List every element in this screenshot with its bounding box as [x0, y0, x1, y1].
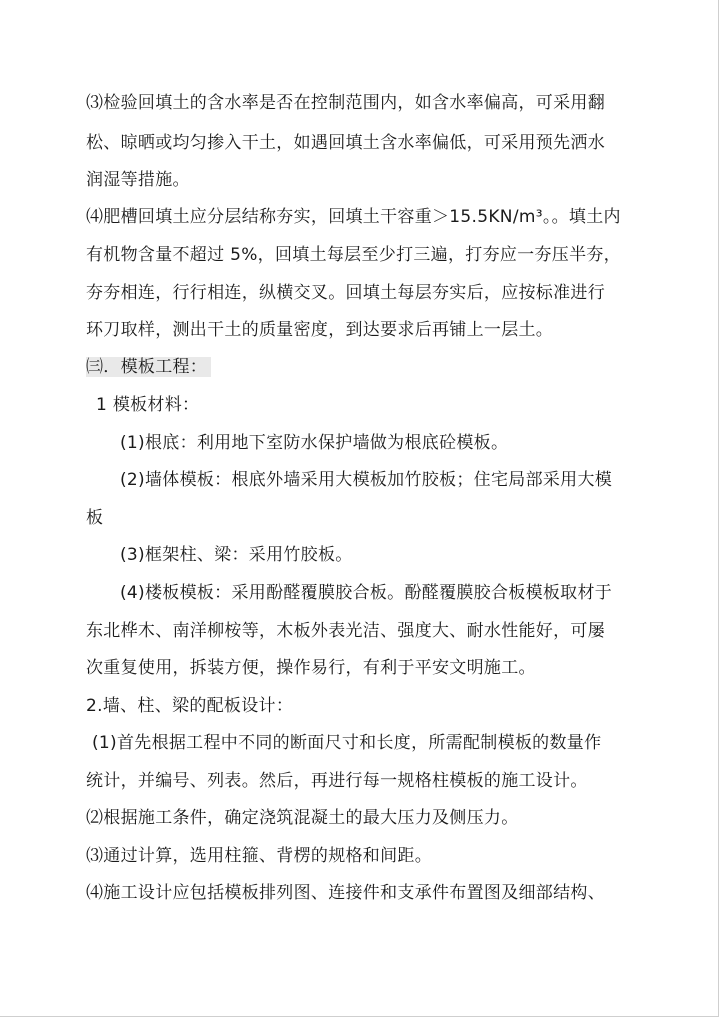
paragraph-line: 统计，并编号、列表。然后，再进行每一规格柱模板的施工设计。 — [86, 771, 588, 791]
paragraph-line: ⑵根据施工条件，确定浇筑混凝土的最大压力及侧压力。 — [86, 808, 519, 828]
paragraph-line: 夯夯相连，行行相连，纵横交叉。回填土每层夯实后，应按标准进行 — [86, 283, 605, 303]
section-heading — [86, 355, 211, 379]
paragraph-line: ⑶检验回填土的含水率是否在控制范围内，如含水率偏高，可采用翻 — [86, 93, 605, 113]
paragraph-line: 有机物含量不超过 5%，回填土每层至少打三遍，打夯应一夯压半夯， — [86, 245, 621, 265]
paragraph-line: ⑶通过计算，选用柱箍、背楞的规格和间距。 — [86, 846, 432, 866]
line-text: ⑷肥槽回填土应分层结称夯实，回填土干容重＞15.5KN/m — [86, 207, 536, 227]
paragraph-line: 润湿等措施。 — [86, 170, 190, 190]
paragraph-line: (2)墙体模板：根底外墙采用大模板加竹胶板；住宅局部采用大模 — [120, 470, 613, 490]
paragraph-line — [86, 205, 621, 229]
paragraph-line: (1)根底：利用地下室防水保护墙做为根底砼模板。 — [120, 433, 509, 453]
paragraph-line: 板 — [86, 508, 104, 528]
section-heading-text: ㈢．模板工程： — [86, 357, 211, 377]
paragraph-line: (1)首先根据工程中不同的断面尺寸和长度，所需配制模板的数量作 — [92, 733, 602, 753]
paragraph-line: 松、晾晒或均匀掺入干土，如遇回填土含水率偏低，可采用预先洒水 — [86, 133, 605, 153]
paragraph-line: 次重复使用，拆装方便，操作易行，有利于平安文明施工。 — [86, 658, 536, 678]
paragraph-line: ⑷施工设计应包括模板排列图、连接件和支承件布置图及细部结构、 — [86, 883, 605, 903]
subsection-heading: 2.墙、柱、梁的配板设计： — [86, 696, 294, 716]
paragraph-line: 东北桦木、南洋柳桉等，木板外表光洁、强度大、耐水性能好，可屡 — [86, 621, 605, 641]
paragraph-line: (3)框架柱、梁：采用竹胶板。 — [120, 545, 353, 565]
line-text-superscript: ³。。填土内 — [535, 207, 621, 227]
paragraph-line: 环刀取样，测出干土的质量密度，到达要求后再铺上一层土。 — [86, 320, 554, 340]
paragraph-line: (4)楼板模板：采用酚醛覆膜胶合板。酚醛覆膜胶合板模板取材于 — [120, 583, 613, 603]
subsection-heading: 1 模板材料： — [96, 395, 200, 415]
